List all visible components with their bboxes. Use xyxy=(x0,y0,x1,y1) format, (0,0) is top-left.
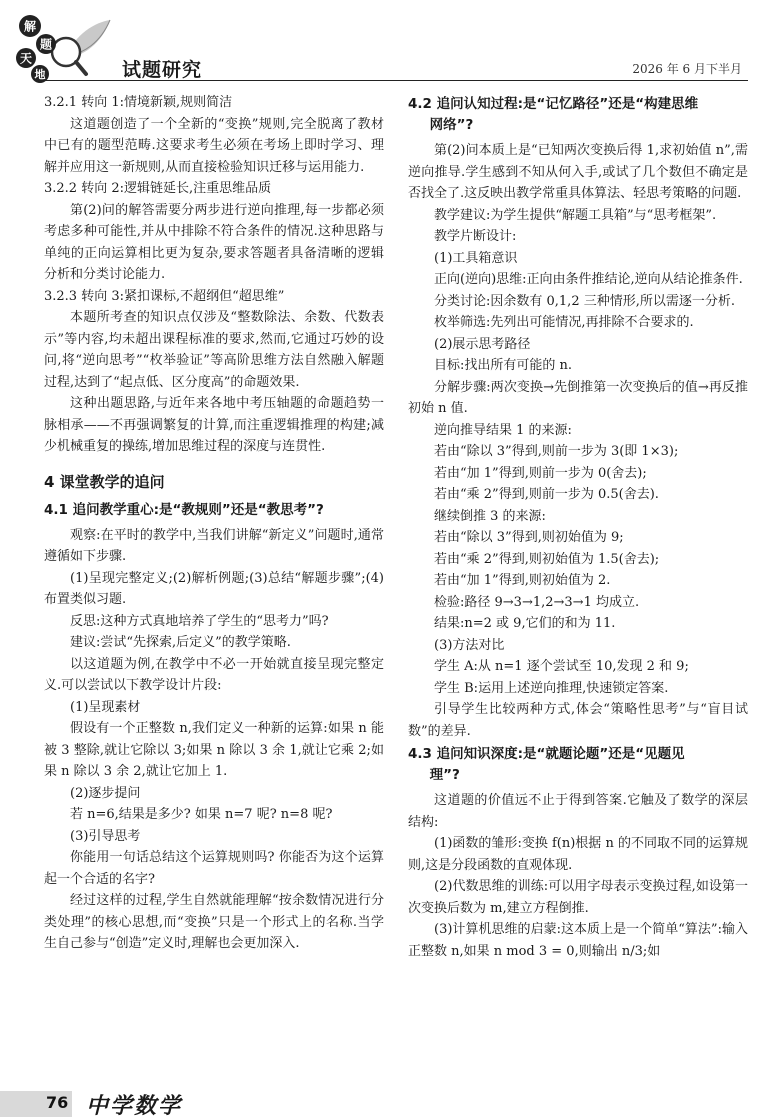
paragraph: 第(2)问的解答需要分两步进行逆向推理,每一步都必须考虑多种可能性,并从中排除不符合条件的情况.这种思路与单纯的正向运算相比更为复杂,要求答题者具备清晰的逻辑分析和分类讨论能力. xyxy=(44,202,384,282)
heading-line-2: 理”? xyxy=(429,767,460,783)
subsection-heading: 3.2.3 转向 3:紧扣课标,不超纲但“超思维” xyxy=(44,288,285,304)
subsection-heading xyxy=(408,744,748,786)
page-number: 76 xyxy=(46,1093,69,1112)
subsection-heading: 3.2.2 转向 2:逻辑链延长,注重思维品质 xyxy=(44,181,272,196)
paragraph: 这道题的价值远不止于得到答案.它触及了数学的深层结构: xyxy=(408,793,748,830)
paragraph: 枚举筛选:先列出可能情况,再排除不合要求的. xyxy=(434,315,694,330)
paragraph: 你能用一句话总结这个运算规则吗? 你能否为这个运算起一个合适的名字? xyxy=(44,850,384,887)
paragraph: (3)计算机思维的启蒙:这本质上是一个简单“算法”:输入正整数 n,如果 n mod 3 = 0,则输出 n/3;如 xyxy=(408,922,748,959)
paragraph: 观察:在平时的教学中,当我们讲解“新定义”问题时,通常遵循如下步骤. xyxy=(44,527,384,564)
paragraph: 教学建议:为学生提供“解题工具箱”与“思考框架”. xyxy=(434,207,717,223)
paragraph: 这道题创造了一个全新的“变换”规则,完全脱离了教材中已有的题型范畴.这要求考生必须在考场上即时学习、理解并应用这一新规则,从而直接检验知识迁移与运用能力. xyxy=(44,116,384,175)
paragraph: 若由“除以 3”得到,则初始值为 9; xyxy=(434,530,624,545)
paragraph: (3)引导思考 xyxy=(70,828,141,844)
paragraph: 若由“加 1”得到,则初始值为 2. xyxy=(434,573,611,588)
header-rule xyxy=(44,80,748,81)
right-column xyxy=(408,92,748,962)
paragraph: (2)代数思维的训练:可以用字母表示变换过程,如设第一次变换后数为 m,建立方程倒推. xyxy=(408,879,748,916)
paragraph: (2)展示思考路径 xyxy=(434,336,531,352)
subsection-heading xyxy=(408,94,748,136)
paragraph: 正向(逆向)思维:正向由条件推结论,逆向从结论推条件. xyxy=(434,272,743,287)
paragraph: (1)函数的雏形:变换 f(n)根据 n 的不同取不同的运算规则,这是分段函数的直观体现. xyxy=(408,836,748,873)
paragraph: (2)逐步提问 xyxy=(70,785,141,801)
paragraph: 反思:这种方式真地培养了学生的“思考力”吗? xyxy=(70,613,329,629)
page-header xyxy=(0,0,782,86)
paragraph: 以这道题为例,在教学中不必一开始就直接呈现完整定义.可以尝试以下教学设计片段: xyxy=(44,656,384,693)
paragraph: 经过这样的过程,学生自然就能理解“按余数情况进行分类处理”的核心思想,而“变换”只是一个形式上的名称.当学生自己参与“创造”定义时,理解也会更加深入. xyxy=(44,893,384,951)
paragraph: 逆向推导结果 1 的来源: xyxy=(434,422,572,438)
paragraph: (1)工具箱意识 xyxy=(434,250,518,266)
heading-line-2: 网络”? xyxy=(429,117,474,133)
logo-badge xyxy=(14,14,114,84)
paragraph: 若由“除以 3”得到,则前一步为 3(即 1×3); xyxy=(434,444,679,459)
paragraph: 目标:找出所有可能的 n. xyxy=(434,358,573,373)
magazine-name: 中学数学 xyxy=(86,1093,183,1119)
paragraph: 教学片断设计: xyxy=(434,229,517,244)
logo-char-2: 题 xyxy=(39,37,53,52)
logo-char-1: 解 xyxy=(23,19,37,34)
paragraph: 若 n=6,结果是多少? 如果 n=7 呢? n=8 呢? xyxy=(70,807,333,822)
paragraph: 引导学生比较两种方式,体会“策略性思考”与“盲目试数”的差异. xyxy=(408,702,748,739)
paragraph: (1)呈现素材 xyxy=(70,699,141,715)
paragraph: 若由“乘 2”得到,则前一步为 0.5(舍去). xyxy=(434,487,659,502)
paragraph: 假设有一个正整数 n,我们定义一种新的运算:如果 n 能被 3 整除,就让它除以 3;如果 n 除以 3 余 1,就让它乘 2;如果 n 除以 3 余 2,就让它加上 1. xyxy=(44,721,384,779)
subsection-heading: 4.1 追问教学重心:是“教规则”还是“教思考”? xyxy=(44,501,324,518)
left-column xyxy=(44,92,384,955)
paragraph: 这种出题思路,与近年来各地中考压轴题的命题趋势一脉相承——不再强调繁复的计算,而注重逻辑推理的构建;减少机械重复的操练,增加思维过程的深度与连贯性. xyxy=(44,396,384,454)
paragraph: 结果:n=2 或 9,它们的和为 11. xyxy=(434,616,616,631)
paragraph: 继续倒推 3 的来源: xyxy=(434,508,546,524)
column-title: 试题研究 xyxy=(122,59,203,81)
heading-line-1: 4.2 追问认知过程:是“记忆路径”还是“构建思维 xyxy=(408,96,699,112)
heading-line-1: 4.3 追问知识深度:是“就题论题”还是“见题见 xyxy=(408,746,685,762)
paragraph: 学生 B:运用上述逆向推理,快速锁定答案. xyxy=(434,680,669,696)
paragraph: 建议:尝试“先探索,后定义”的教学策略. xyxy=(70,635,291,650)
page-footer xyxy=(0,1089,782,1117)
paragraph: 分类讨论:因余数有 0,1,2 三种情形,所以需逐一分析. xyxy=(434,293,735,309)
paragraph: (3)方法对比 xyxy=(434,637,505,653)
section-heading: 4 课堂教学的追问 xyxy=(44,472,165,491)
paragraph: 第(2)问本质上是“已知两次变换后得 1,求初始值 n”,需逆向推导.学生感到不知从何入手,或试了几个数但不确定是否找全了.这反映出教学常重具体算法、轻思考策略的问题. xyxy=(408,143,748,201)
paragraph: 检验:路径 9→3→1,2→3→1 均成立. xyxy=(434,594,640,610)
paragraph: 若由“加 1”得到,则前一步为 0(舍去); xyxy=(434,465,647,481)
paragraph: 学生 A:从 n=1 逐个尝试至 10,发现 2 和 9; xyxy=(434,659,689,674)
paragraph: 分解步骤:两次变换→先倒推第一次变换后的值→再反推初始 n 值. xyxy=(408,379,748,416)
paragraph: 若由“乘 2”得到,则初始值为 1.5(舍去); xyxy=(434,551,660,567)
logo-char-3: 天 xyxy=(19,51,33,66)
subsection-heading: 3.2.1 转向 1:情境新颖,规则简洁 xyxy=(44,95,233,110)
logo-char-4: 地 xyxy=(34,68,46,81)
paragraph: (1)呈现完整定义;(2)解析例题;(3)总结“解题步骤”;(4)布置类似习题. xyxy=(44,570,384,607)
paragraph: 本题所考查的知识点仅涉及“整数除法、余数、代数表示”等内容,均未超出课程标准的要求,然而,它通过巧妙的设问,将“逆向思考”“枚举验证”等高阶思维方法自然融入解题过程,达到了“起点低、区分度高”的命题效果. xyxy=(44,310,384,390)
issue-date: 2026 年 6 月下半月 xyxy=(632,62,742,76)
